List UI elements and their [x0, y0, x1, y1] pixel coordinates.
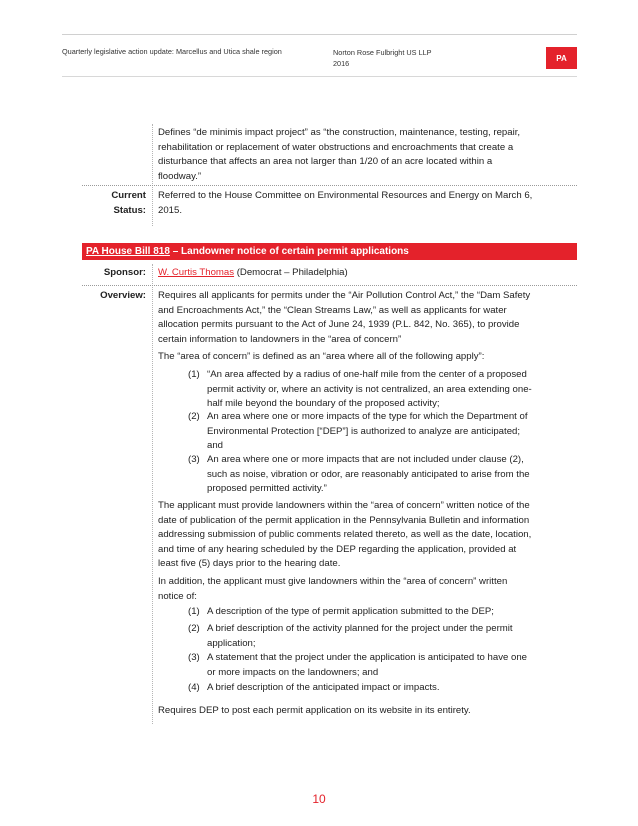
- row-separator: [82, 185, 577, 186]
- overview-line: and Encroachments Act,” the “Clean Streams Law,” as well as applicants for water: [158, 304, 507, 316]
- list-item-line: An area where one or more impacts that are not included under clause (2),: [207, 454, 524, 465]
- list-number: (3): [188, 652, 200, 663]
- sponsor-value: [158, 266, 578, 281]
- status-text: [158, 189, 578, 218]
- list-item-line: application;: [207, 637, 256, 649]
- sponsor-party: (Democrat – Philadelphia): [234, 267, 348, 278]
- list-item-line: proposed permitted activity.”: [207, 483, 327, 495]
- list-item: [207, 622, 579, 651]
- list-number: (1): [188, 369, 200, 380]
- list-item-line: or more impacts on the landowners; and: [207, 666, 379, 678]
- overview-text: [158, 289, 578, 347]
- list-item-line: half mile beyond the boundary of the proposed activity;: [207, 398, 440, 410]
- list-item-line: Environmental Protection [“DEP”] is authorized to analyze are anticipated;: [207, 425, 521, 437]
- firm-block: [333, 47, 432, 69]
- overview-line: allocation permits pursuant to the Act of June 24, 1939 (P.L. 842, No. 365), to provide: [158, 319, 520, 331]
- status-label-line: Status:: [113, 204, 146, 216]
- page-number: 10: [312, 792, 326, 806]
- list-item-line: An area where one or more impacts of the type for which the Department of: [207, 411, 528, 422]
- list-item: [207, 368, 579, 412]
- top-rule: [62, 34, 577, 35]
- state-badge: PA: [546, 47, 577, 69]
- sponsor-label: Sponsor:: [103, 267, 146, 278]
- sponsor-link[interactable]: W. Curtis Thomas: [158, 267, 235, 278]
- notice-line: The applicant must provide landowners within the “area of concern” written notice of the: [158, 500, 530, 511]
- list-item: [207, 681, 579, 696]
- list-item-line: A statement that the project under the application is anticipated to have one: [207, 652, 528, 663]
- overview-line: Requires all applicants for permits under the “Air Pollution Control Act,” the “Dam Safety: [158, 290, 531, 301]
- bill-heading-bar: [82, 243, 577, 260]
- concern-intro: The “area of concern” is defined as an “area where all of the following apply”:: [158, 351, 485, 362]
- bill-link[interactable]: PA House Bill 818: [86, 246, 170, 257]
- list-item-line: A description of the type of permit application submitted to the DEP;: [207, 606, 494, 617]
- column-divider-top: [152, 124, 153, 226]
- list-number: (2): [188, 623, 200, 634]
- header-rule: [62, 76, 577, 77]
- status-line: 2015.: [158, 204, 183, 216]
- list-number: (1): [188, 606, 200, 617]
- list-item-line: A brief description of the activity planned for the project under the permit: [207, 623, 513, 634]
- row-separator: [82, 285, 577, 286]
- definition-line: floodway.”: [158, 170, 202, 182]
- addition-paragraph: [158, 575, 578, 604]
- notice-line: addressing submission of public comments related thereto, as well as the date, location,: [158, 529, 532, 541]
- overview-line: certain information to landowners in the “area of concern”: [158, 333, 402, 345]
- notice-line: least five (5) days prior to the hearing date.: [158, 558, 341, 570]
- notice-line: and time of any hearing scheduled by the DEP regarding the application, provided at: [158, 543, 517, 555]
- bill-title: – Landowner notice of certain permit applications: [169, 246, 409, 257]
- notice-line: date of publication of the permit application in the Pennsylvania Bulletin and information: [158, 514, 530, 526]
- status-label-line: Current: [111, 190, 146, 201]
- notice-paragraph: [158, 499, 578, 572]
- final-requirement: Requires DEP to post each permit application on its website in its entirety.: [158, 705, 471, 716]
- document-title: Quarterly legislative action update: Marcellus and Utica shale region: [62, 47, 282, 56]
- definition-line: Defines “de minimis impact project” as “the construction, maintenance, testing, repair,: [158, 127, 521, 138]
- addition-line: notice of:: [158, 590, 197, 602]
- list-number: (2): [188, 411, 200, 422]
- list-item-line: such as noise, vibration or odor, are reasonably anticipated to arise from the: [207, 468, 530, 480]
- definition-text: [158, 126, 578, 184]
- list-number: (3): [188, 454, 200, 465]
- status-label: [82, 189, 146, 218]
- list-item: [207, 410, 579, 454]
- report-year: 2016: [333, 59, 350, 68]
- list-item: [207, 453, 579, 497]
- list-item: [207, 651, 579, 680]
- column-divider-bill: [152, 264, 153, 724]
- list-item-line: permit activity or, where an activity is not centralized, an area extending one-: [207, 383, 532, 395]
- firm-name: Norton Rose Fulbright US LLP: [333, 48, 432, 57]
- list-item-line: “An area affected by a radius of one-half mile from the center of a proposed: [207, 369, 527, 380]
- definition-line: rehabilitation or replacement of water obstructions and encroachments that create a: [158, 141, 514, 153]
- definition-line: disturbance that affects an area not larger than 1/20 of an acre located within a: [158, 156, 493, 168]
- overview-label: Overview:: [100, 290, 146, 301]
- list-item-line: and: [207, 440, 224, 452]
- list-item-line: A brief description of the anticipated impact or impacts.: [207, 682, 440, 693]
- list-number: (4): [188, 682, 200, 693]
- list-item: [207, 605, 579, 620]
- addition-line: In addition, the applicant must give landowners within the “area of concern” written: [158, 576, 508, 587]
- status-line: Referred to the House Committee on Environmental Resources and Energy on March 6,: [158, 190, 533, 201]
